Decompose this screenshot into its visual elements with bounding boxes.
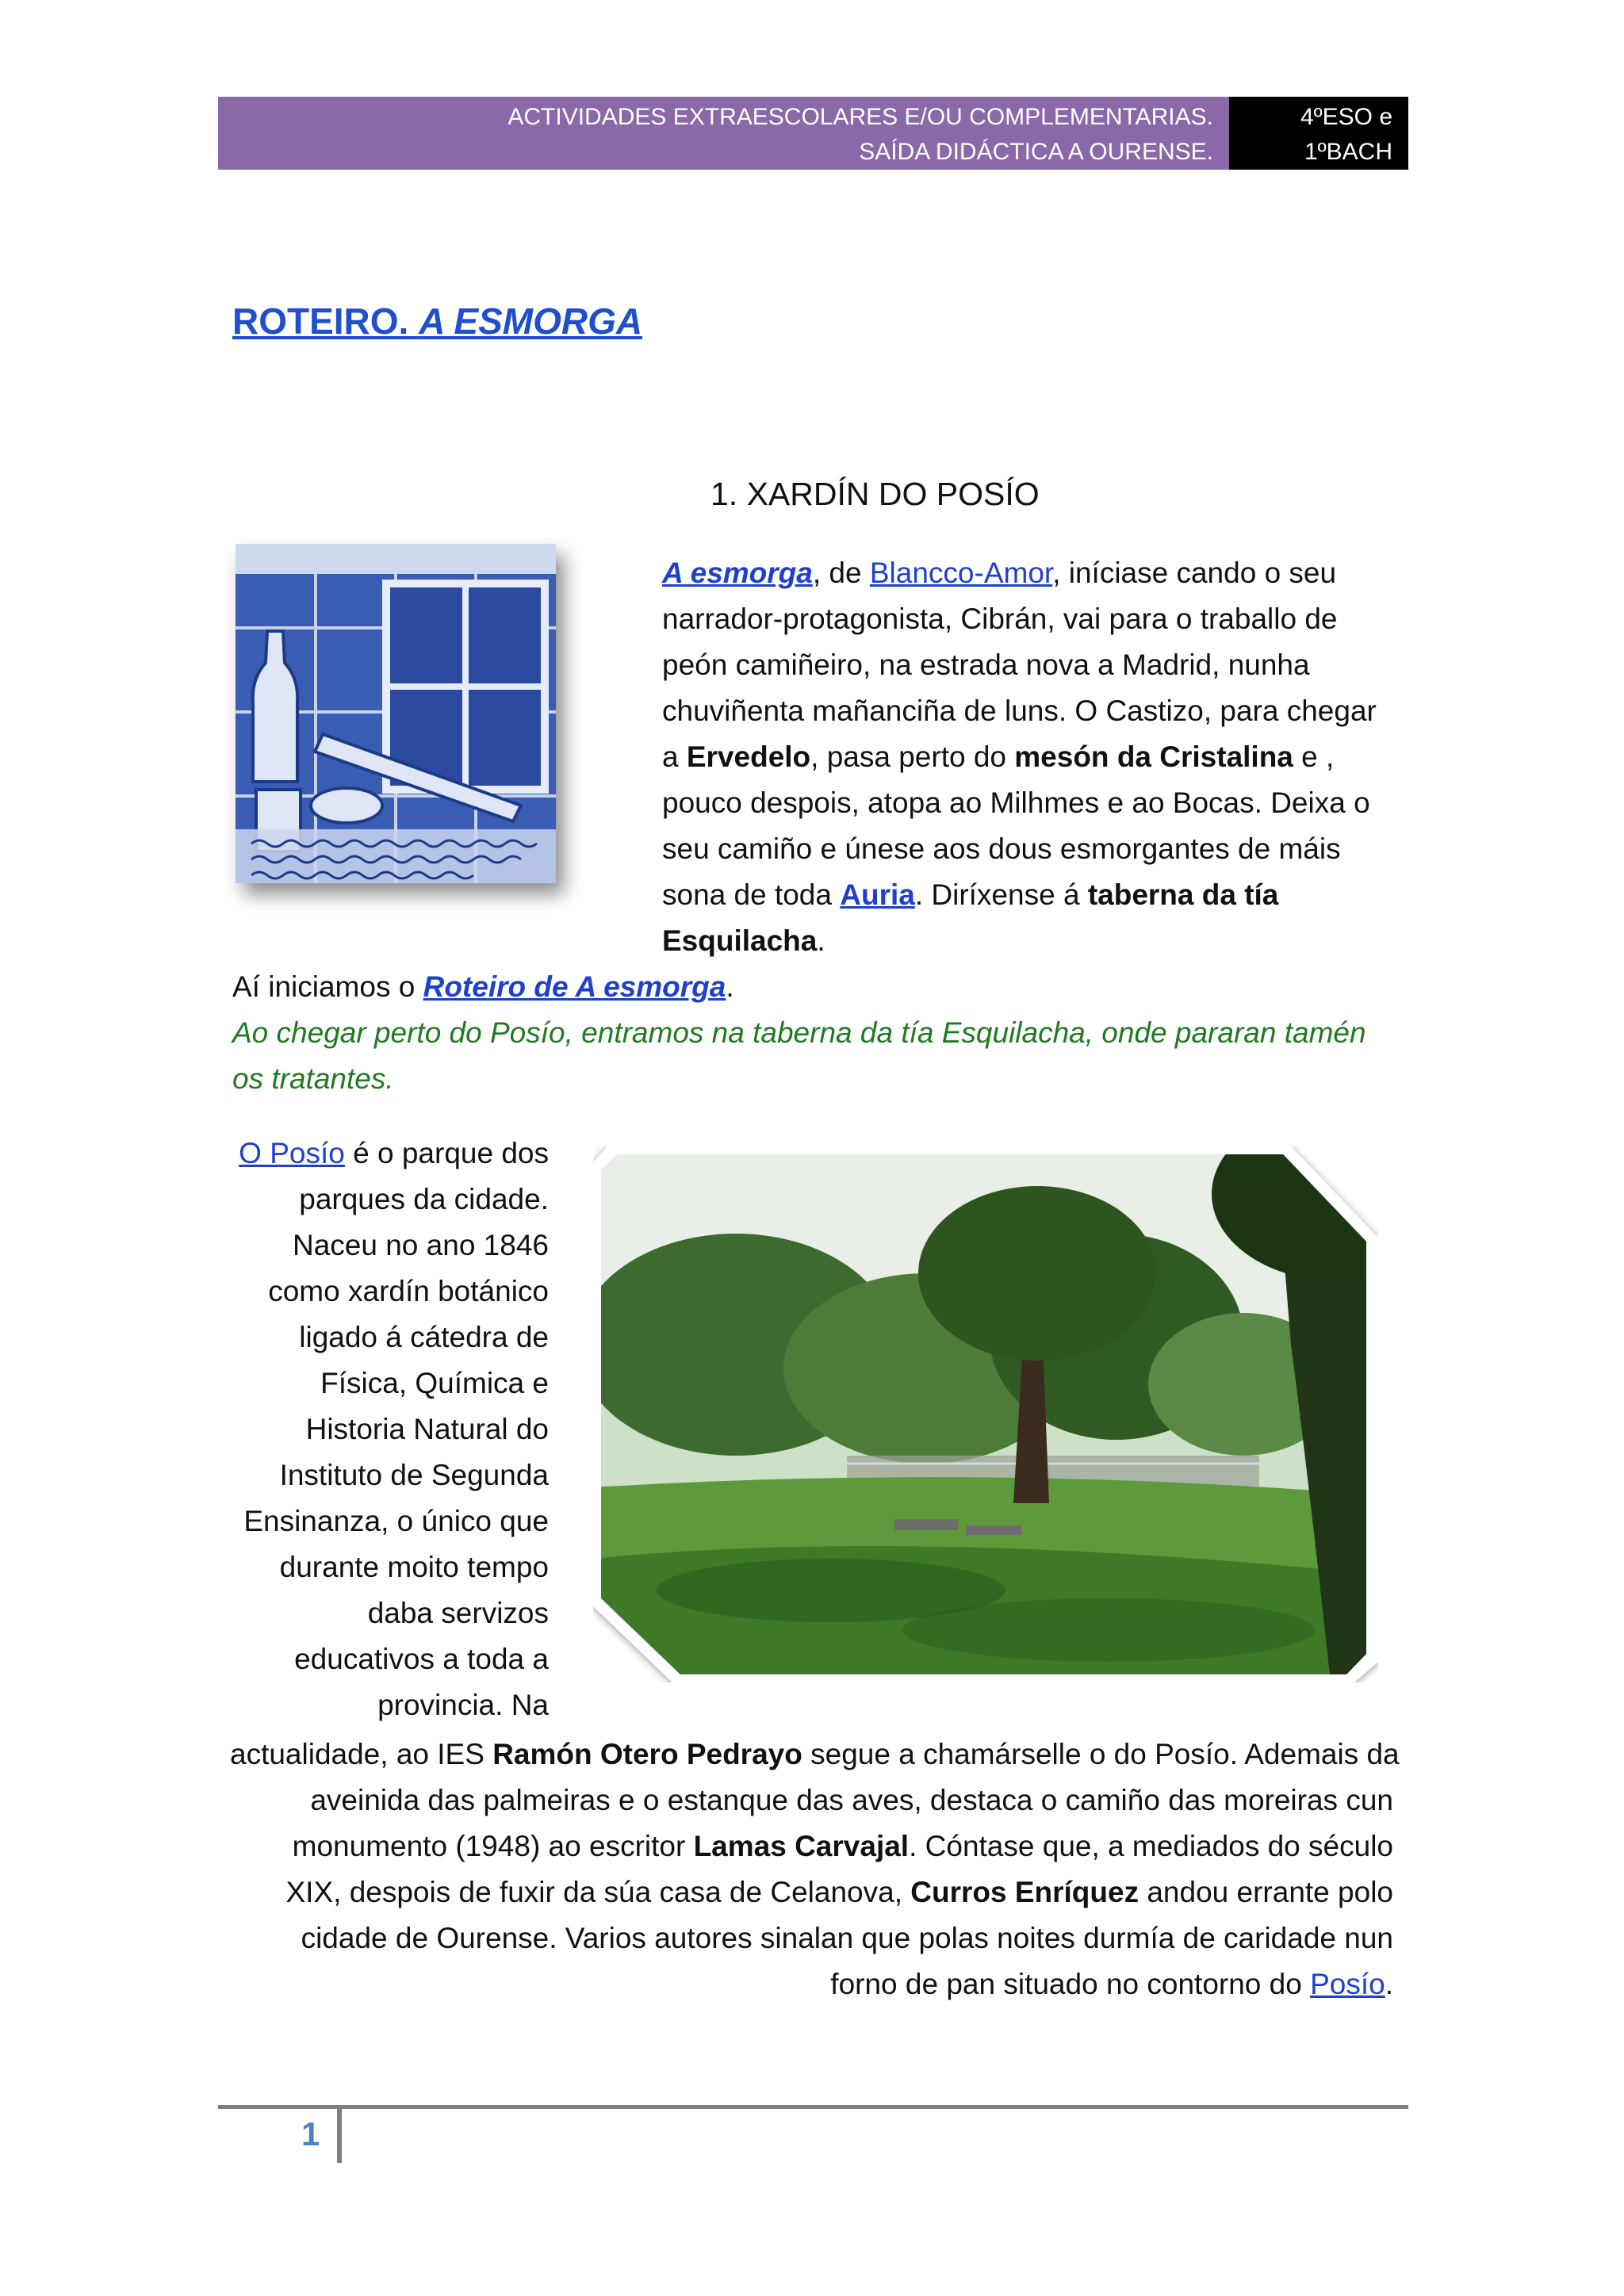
bold-ervedelo: Ervedelo — [686, 740, 811, 773]
park-line: Ensinanza, o único que — [243, 1505, 549, 1537]
park-line: aveinida das palmeiras e o estanque das aves, destaca o camiño das moreiras cun — [310, 1784, 1393, 1816]
section-heading: 1. XARDÍN DO POSÍO — [710, 476, 1040, 512]
bold-ramon-otero-pedrayo: Ramón Otero Pedrayo — [492, 1738, 802, 1770]
intro-text: sona de toda — [662, 878, 841, 911]
footer-vertical-bar — [337, 2109, 342, 2163]
park-line: provincia. Na — [377, 1689, 549, 1721]
page-number: 1 — [301, 2115, 320, 2152]
header-level-box — [1229, 97, 1408, 170]
park-text: segue a chamárselle o do Posío. Ademais da — [802, 1738, 1400, 1770]
azulejo-tile-image — [236, 544, 556, 883]
park-line: Historia Natural do — [305, 1413, 549, 1445]
link-o-posio[interactable]: O Posío — [239, 1137, 345, 1169]
park-text: é o parque dos — [344, 1137, 549, 1169]
quote-line: Ao chegar perto do Posío, entramos na taberna da tía Esquilacha, onde pararan tamén — [232, 1016, 1366, 1049]
quote-line: os tratantes. — [232, 1062, 394, 1095]
bold-esquilacha: Esquilacha — [662, 924, 818, 957]
park-text: andou errante polo — [1139, 1876, 1393, 1908]
novel-quote — [232, 1010, 1406, 1102]
footer-divider — [218, 2105, 1408, 2109]
bold-meson-cristalina: mesón da Cristalina — [1014, 740, 1293, 773]
link-a-esmorga[interactable]: A esmorga — [662, 557, 813, 589]
title-prefix: ROTEIRO. — [232, 300, 419, 342]
intro-line — [662, 734, 1400, 780]
intro-line: peón camiñeiro, na estrada nova a Madrid, nunha — [662, 649, 1310, 681]
intro-text: , de — [812, 557, 870, 589]
park-text: . — [1385, 1968, 1393, 2000]
intro-line: seu camiño e únese aos dous esmorgantes de máis — [662, 832, 1341, 865]
bold-curros-enriquez: Curros Enríquez — [910, 1876, 1139, 1908]
intro-line: chuviñenta mañanciña de luns. O Castizo, para chegar — [662, 695, 1377, 727]
header-level-1: 4ºESO e — [1300, 104, 1392, 130]
title-italic: A ESMORGA — [419, 300, 643, 342]
link-posio[interactable]: Posío — [1310, 1968, 1385, 2000]
header-line-2: SAÍDA DIDÁCTICA A OURENSE. — [859, 139, 1213, 165]
intro-paragraph — [662, 550, 1400, 964]
header-line-1: ACTIVIDADES EXTRAESCOLARES E/OU COMPLEMENTARIAS. — [508, 104, 1213, 130]
bold-lamas-carvajal: Lamas Carvajal — [693, 1830, 910, 1862]
intro-line — [662, 550, 1400, 596]
park-line: cidade de Ourense. Varios autores sinalan que polas noites durmía de caridade nun — [301, 1922, 1393, 1954]
link-blancco-amor[interactable]: Blancco-Amor — [869, 557, 1053, 589]
park-line: educativos a toda a — [294, 1643, 549, 1675]
park-line: como xardín botánico — [268, 1275, 549, 1307]
intro-line: narrador-protagonista, Cibrán, vai para o traballo de — [662, 603, 1338, 635]
park-line: Física, Química e — [320, 1367, 549, 1399]
park-line — [230, 1131, 549, 1177]
bold-taberna: taberna da tía — [1087, 878, 1279, 911]
posio-park-photo — [593, 1146, 1378, 1682]
park-text: forno de pan situado no contorno do — [830, 1968, 1311, 2000]
park-line: durante moito tempo — [279, 1551, 549, 1583]
park-paragraph-column — [230, 1131, 549, 1728]
park-line — [230, 1961, 1393, 2007]
header-level-2: 1ºBACH — [1304, 139, 1392, 165]
link-auria[interactable]: Auria — [840, 878, 915, 911]
park-text: . Cóntase que, a mediados do século — [909, 1830, 1393, 1862]
header-title-box — [218, 97, 1229, 170]
start-text: Aí iniciamos o — [232, 970, 423, 1003]
intro-text: . — [817, 924, 825, 957]
park-line — [230, 1869, 1393, 1915]
intro-text: e , — [1293, 740, 1335, 773]
intro-text: a — [662, 740, 687, 773]
park-line: Naceu no ano 1846 — [293, 1229, 549, 1261]
park-line: ligado á cátedra de — [299, 1321, 549, 1353]
start-text: . — [726, 970, 734, 1003]
park-line: daba servizos — [367, 1597, 549, 1629]
intro-text: , iníciase cando o seu — [1052, 557, 1337, 589]
link-roteiro[interactable]: Roteiro de A esmorga — [423, 970, 726, 1003]
park-line — [230, 1732, 1400, 1777]
park-line: parques da cidade. — [299, 1183, 549, 1215]
intro-line — [662, 918, 1400, 964]
intro-text: . Diríxense á — [914, 878, 1088, 911]
park-line: Instituto de Segunda — [279, 1459, 549, 1491]
park-text: XIX, despois de fuxir da súa casa de Celanova, — [285, 1876, 911, 1908]
intro-text: , pasa perto do — [810, 740, 1015, 773]
intro-line — [662, 872, 1400, 918]
page-title[interactable] — [232, 300, 642, 342]
park-text: monumento (1948) ao escritor — [292, 1830, 694, 1862]
park-line — [230, 1823, 1393, 1869]
intro-line: pouco despois, atopa ao Milhmes e ao Bocas. Deixa o — [662, 786, 1370, 819]
route-start-line — [232, 964, 1422, 1010]
park-paragraph-continued — [230, 1732, 1400, 2007]
park-text: actualidade, ao IES — [230, 1738, 493, 1770]
